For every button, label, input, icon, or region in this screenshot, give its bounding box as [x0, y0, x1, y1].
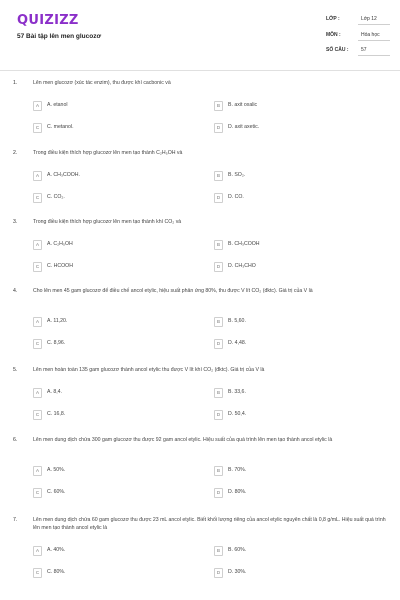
- question-number: 4.: [13, 288, 18, 294]
- question-number: 2.: [13, 150, 18, 156]
- meta-count-line: [358, 55, 390, 56]
- option-text: D. 30%.: [228, 569, 247, 575]
- option-text: D. axit axetic.: [228, 124, 260, 130]
- question-text: Lên men hoàn toàn 135 gam glucozơ thành ancol etylic thu được V lít khí CO₂ (đktc). Giá trị của V là: [33, 367, 265, 373]
- option-letter-box: B: [214, 546, 223, 556]
- question-text: Trong điều kiện thích hợp glucozơ lên men tạo thành khí CO₂ và: [33, 219, 182, 225]
- option-letter-box: B: [214, 240, 223, 250]
- question-number: 7.: [13, 517, 18, 523]
- question-text: Trong điều kiện thích hợp glucozơ lên men tạo thành C₂H₅OH và: [33, 150, 183, 156]
- question-text: Lên men dung dịch chứa 300 gam glucozơ thu được 92 gam ancol etylic. Hiệu suất của quá trình lên men tạo thành ancol etylic là: [33, 437, 333, 443]
- option-text: C. CO₂.: [47, 194, 65, 200]
- quizizz-logo: QUIZIZZ: [17, 13, 79, 28]
- option-text: C. metanol.: [47, 124, 74, 130]
- option-letter-box: C: [33, 339, 42, 349]
- option-letter-box: B: [214, 101, 223, 111]
- option-letter-box: B: [214, 388, 223, 398]
- option-text: B. 70%.: [228, 467, 247, 473]
- option-letter-box: D: [214, 488, 223, 498]
- option-letter-box: C: [33, 488, 42, 498]
- option-letter-box: B: [214, 171, 223, 181]
- option-text: B. SO₂.: [228, 172, 246, 178]
- question-text: Cho lên men 45 gam glucozơ để điều chế ancol etylic, hiệu suất phản ứng 80%, thu được V lít CO₂ (đktc). Giá trị của V là: [33, 288, 313, 294]
- option-text: A. CH₃COOH.: [47, 172, 80, 178]
- option-letter-box: A: [33, 388, 42, 398]
- option-text: A. C₂H₅OH: [47, 241, 73, 247]
- option-letter-box: A: [33, 171, 42, 181]
- option-letter-box: B: [214, 317, 223, 327]
- question-number: 5.: [13, 367, 18, 373]
- meta-subject-line: [358, 40, 390, 41]
- option-text: A. 11,20.: [47, 318, 68, 324]
- meta-class-line: [358, 24, 390, 25]
- option-text: C. 16,8.: [47, 411, 66, 417]
- page-title: 57 Bài tập lên men glucozơ: [17, 33, 102, 40]
- option-letter-box: D: [214, 410, 223, 420]
- question-number: 6.: [13, 437, 18, 443]
- option-text: B. axit oxalic: [228, 102, 258, 108]
- option-letter-box: A: [33, 317, 42, 327]
- option-text: B. CH₃COOH: [228, 241, 260, 247]
- option-letter-box: D: [214, 193, 223, 203]
- option-text: D. 80%.: [228, 489, 247, 495]
- question-number: 3.: [13, 219, 18, 225]
- option-letter-box: D: [214, 123, 223, 133]
- option-text: D. 4,48.: [228, 340, 247, 346]
- meta-class-value: Lớp 12: [361, 16, 377, 22]
- option-text: D. CH₃CHO: [228, 263, 256, 269]
- option-letter-box: C: [33, 123, 42, 133]
- option-letter-box: C: [33, 410, 42, 420]
- option-text: C. 8,96.: [47, 340, 66, 346]
- option-text: C. HCOOH: [47, 263, 73, 269]
- header-divider: [0, 70, 400, 71]
- option-text: A. 40%.: [47, 547, 66, 553]
- option-letter-box: C: [33, 262, 42, 272]
- meta-class-label: LỚP :: [326, 16, 340, 22]
- option-text: C. 80%.: [47, 569, 66, 575]
- option-text: D. CO.: [228, 194, 244, 200]
- option-letter-box: A: [33, 466, 42, 476]
- option-letter-box: C: [33, 193, 42, 203]
- option-letter-box: D: [214, 339, 223, 349]
- meta-count-value: 57: [361, 47, 367, 53]
- question-number: 1.: [13, 80, 18, 86]
- option-text: B. 33,6.: [228, 389, 246, 395]
- meta-subject-value: Hóa học: [361, 32, 380, 38]
- meta-count-label: SỐ CÂU :: [326, 47, 349, 53]
- question-text: Lên men dung dịch chứa 60 gam glucozơ thu được 23 mL ancol etylic. Biết khối lượng riêng của ancol etylic nguyên chất là 0,8 g/mL. Hiệu suất quá trình lên men tạo thành ancol etylic là: [33, 517, 386, 531]
- option-text: C. 60%.: [47, 489, 66, 495]
- option-letter-box: A: [33, 101, 42, 111]
- option-letter-box: A: [33, 546, 42, 556]
- document-header: [0, 0, 400, 68]
- option-letter-box: C: [33, 568, 42, 578]
- option-text: B. 5,60.: [228, 318, 246, 324]
- option-text: A. 8,4.: [47, 389, 62, 395]
- meta-subject-label: MÔN :: [326, 32, 341, 38]
- option-letter-box: A: [33, 240, 42, 250]
- option-letter-box: B: [214, 466, 223, 476]
- option-text: A. etanol: [47, 102, 68, 108]
- question-text: Lên men glucozơ (xúc tác enzim), thu được khí cacbonic và: [33, 80, 171, 86]
- option-text: A. 50%.: [47, 467, 66, 473]
- option-text: D. 50,4.: [228, 411, 247, 417]
- option-letter-box: D: [214, 568, 223, 578]
- option-letter-box: D: [214, 262, 223, 272]
- option-text: B. 60%.: [228, 547, 247, 553]
